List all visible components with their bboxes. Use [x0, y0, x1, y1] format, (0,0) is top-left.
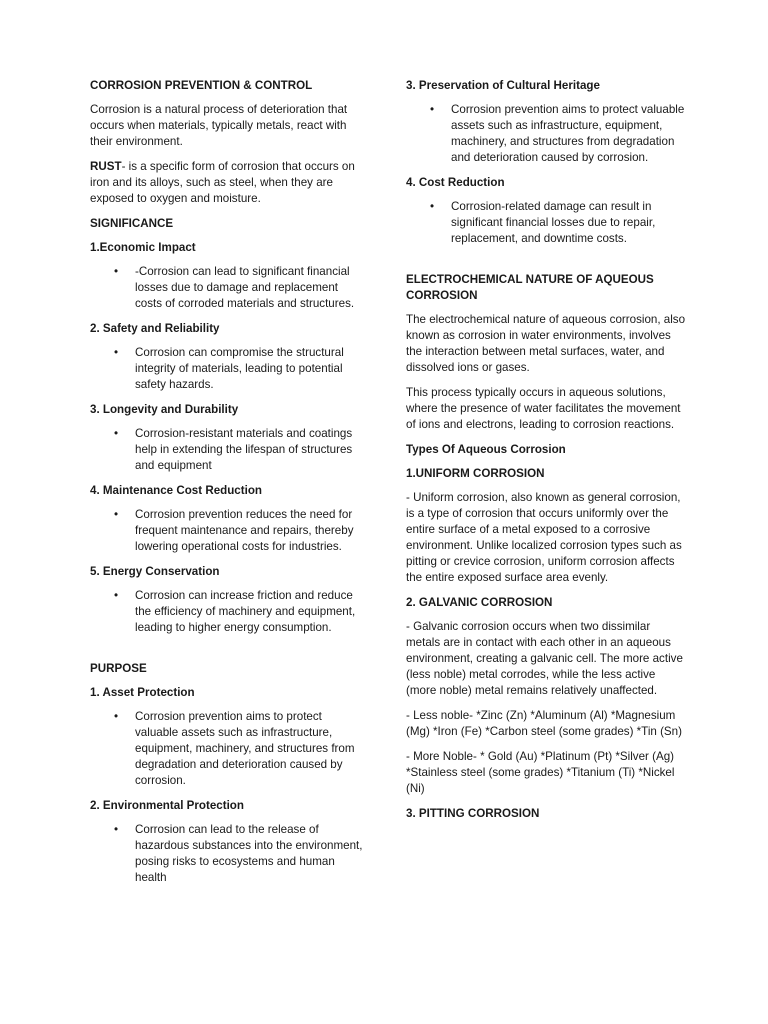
rust-definition: - is a specific form of corrosion that occurs on iron and its alloys, such as steel, when they are exposed to oxygen and moisture.	[90, 160, 355, 205]
spacer	[406, 256, 686, 272]
section-heading: 4. Maintenance Cost Reduction	[90, 484, 262, 497]
section-heading: 4. Cost Reduction	[406, 176, 505, 189]
bullet-list	[90, 264, 365, 312]
bullet-list	[90, 588, 365, 636]
bullet-list	[90, 507, 365, 555]
section-heading: 5. Energy Conservation	[90, 565, 220, 578]
pitting-corrosion-heading: 3. PITTING CORROSION	[406, 807, 540, 820]
bullet-item: • Corrosion prevention aims to protect valuable assets such as infrastructure, equipment, machinery, and structures from degradation and deterioration caused by corrosion.	[90, 709, 365, 789]
bullet-list	[90, 822, 365, 886]
section-heading: 3. Longevity and Durability	[90, 403, 239, 416]
less-noble-metals: - Less noble- *Zinc (Zn) *Aluminum (Al) *Magnesium (Mg) *Iron (Fe) *Carbon steel (some grades) *Tin (Sn)	[406, 709, 682, 738]
bullet-list	[90, 709, 365, 789]
electrochemical-heading: ELECTROCHEMICAL NATURE OF AQUEOUS CORROSION	[406, 273, 654, 302]
bullet-list	[90, 426, 365, 474]
bullet-item: • Corrosion-related damage can result in significant financial losses due to repair, replacement, and downtime costs.	[406, 199, 686, 247]
rust-paragraph	[90, 159, 365, 207]
significance-heading: SIGNIFICANCE	[90, 217, 174, 230]
section-heading: 1. Asset Protection	[90, 686, 195, 699]
section-heading: 2. Environmental Protection	[90, 799, 244, 812]
uniform-corrosion-heading: 1.UNIFORM CORROSION	[406, 467, 545, 480]
spacer	[90, 645, 365, 661]
galvanic-corrosion-heading: 2. GALVANIC CORROSION	[406, 596, 553, 609]
bullet-item: • Corrosion-resistant materials and coatings help in extending the lifespan of structures and equipment	[90, 426, 365, 474]
bullet-item: • Corrosion can increase friction and reduce the efficiency of machinery and equipment, leading to higher energy consumption.	[90, 588, 365, 636]
bullet-list	[90, 345, 365, 393]
document-title: CORROSION PREVENTION & CONTROL	[90, 79, 313, 92]
section-heading: 1.Economic Impact	[90, 241, 196, 254]
rust-term: RUST	[90, 160, 122, 173]
uniform-corrosion-text: - Uniform corrosion, also known as general corrosion, is a type of corrosion that occurs uniformly over the entire surface of a metal exposed to a corrosive environment. Unlike localized corrosion types such as pitting or crevice corrosion, uniform corrosion affects the entire exposed surface area evenly.	[406, 491, 682, 584]
types-heading: Types Of Aqueous Corrosion	[406, 443, 566, 456]
galvanic-corrosion-text: - Galvanic corrosion occurs when two dissimilar metals are in contact with each other in an aqueous environment, creating a galvanic cell. The more active (less noble) metal corrodes, while the less active (more noble) metal remains relatively unaffected.	[406, 620, 683, 697]
left-column	[90, 78, 365, 895]
bullet-item: • Corrosion can lead to the release of hazardous substances into the environment, posing risks to ecosystems and human health	[90, 822, 365, 886]
bullet-item: • Corrosion can compromise the structural integrity of materials, leading to potential safety hazards.	[90, 345, 365, 393]
intro-paragraph: Corrosion is a natural process of deterioration that occurs when materials, typically metals, react with their environment.	[90, 103, 348, 148]
purpose-heading: PURPOSE	[90, 662, 147, 675]
bullet-item: • Corrosion prevention aims to protect valuable assets such as infrastructure, equipment, machinery, and structures from degradation and deterioration caused by corrosion.	[406, 102, 686, 166]
bullet-item: • -Corrosion can lead to significant financial losses due to damage and replacement costs of corroded materials and structures.	[90, 264, 365, 312]
section-heading: 2. Safety and Reliability	[90, 322, 220, 335]
bullet-item: • Corrosion prevention reduces the need for frequent maintenance and repairs, thereby lowering operational costs for industries.	[90, 507, 365, 555]
bullet-list	[406, 199, 686, 247]
electrochemical-paragraph-2: This process typically occurs in aqueous solutions, where the presence of water facilitates the movement of ions and electrons, leading to corrosion reactions.	[406, 386, 681, 431]
section-heading: 3. Preservation of Cultural Heritage	[406, 79, 600, 92]
right-column	[406, 78, 686, 830]
more-noble-metals: - More Noble- * Gold (Au) *Platinum (Pt) *Silver (Ag) *Stainless steel (some grades) *Titanium (Ti) *Nickel (Ni)	[406, 750, 675, 795]
electrochemical-paragraph-1: The electrochemical nature of aqueous corrosion, also known as corrosion in water environments, involves the interaction between metal surfaces, water, and dissolved ions or gases.	[406, 313, 686, 374]
bullet-list	[406, 102, 686, 166]
